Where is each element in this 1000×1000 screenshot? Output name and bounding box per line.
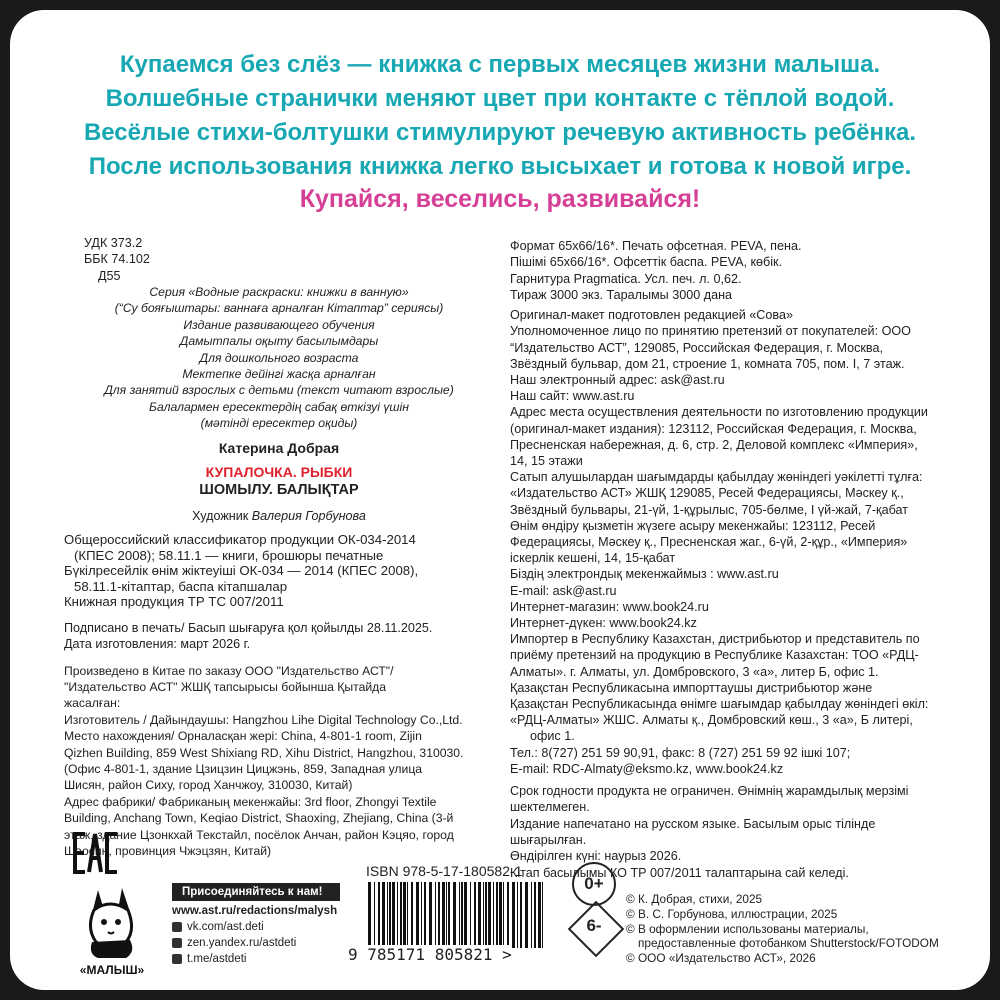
vk-link-text: vk.com/ast.deti [187,921,264,933]
eac-logo-icon [72,830,120,876]
telegram-link-text: t.me/astdeti [187,953,247,965]
barcode-bar [416,882,419,948]
barcode-bar [478,882,481,948]
feature-line: Весёлые стихи-болтушки стимулируют речевую активность ребёнка. [83,119,917,146]
barcode-bar [461,882,463,948]
contact-line: Сатып алушылардан шағымдарды қабылдау жөніндегі уәкілетті тұлға: [510,470,923,485]
manufacturer-line: жасалған: [64,696,121,711]
series-info [64,284,494,432]
contact-line: “Издательство АСТ”, 129085, Российская Федерация, г. Москва, [510,340,883,355]
barcode-bar [368,882,371,948]
contact-line: E-mail: RDC-Almaty@eksmo.kz, www.book24.kz [510,761,784,776]
barcode-bar [538,882,541,948]
artist-name: Валерия Горбунова [251,509,366,524]
contact-line: Интернет-магазин: www.book24.ru [510,599,709,614]
barcode-bar [507,882,509,948]
series-line: (мәтінді ересектер оқиды) [200,416,358,431]
barcode-bar [542,882,543,948]
signed-date: Подписано в печать/ Басып шығаруға қол қойылды 28.11.2025. [64,620,433,635]
series-line: Для занятий взрослых с детьми (текст читают взрослые) [104,383,454,398]
contact-line: Қазақстан Республикасында өнімге шағымдар қабылдау жөніндегі өкіл: [510,697,929,712]
contact-line: E-mail: ask@ast.ru [510,583,617,598]
manufacturer-line: (Офис 4-801-1, здание Цзицзин Цицжэнь, 859, Западная улица [64,761,423,776]
format-line: Тираж 3000 экз. Таралымы 3000 дана [510,287,733,302]
isbn: ISBN 978-5-17-180582-1 [366,863,523,879]
publisher-logo-text: «МАЛЫШ» [79,963,145,977]
barcode-bar [485,882,487,948]
cat-icon [70,880,166,980]
shelf-line: шектелмеген. [510,800,590,815]
manufacturer-line: Место нахождения/ Орналасқан жері: China, 4-801-1 room, Zijin [64,729,422,744]
feature-list [10,48,990,184]
shelf-line: Издание напечатано на русском языке. Басылым орыс тілінде [510,816,876,831]
shelf-line: Срок годности продукта не ограничен. Өнімнің жарамдылық мерзімі [510,784,909,799]
copyright-block [626,892,956,966]
contact-line: Адрес места осуществления деятельности по изготовлению продукции [510,405,928,420]
vk-icon [172,922,182,932]
barcode-bar [499,882,502,948]
series-line: Мектепке дейінгі жасқа арналған [182,366,376,381]
zen-icon [172,938,182,948]
series-line: Издание развивающего обучения [183,317,375,332]
copyright-line: © ООО «Издательство АСТ», 2026 [626,951,816,966]
classifier-block [64,532,494,610]
series-line: Балалармен ересектердің сабақ өткізуі үшін [149,399,409,414]
author-name: Катерина Добрая [218,439,340,456]
manufacturer-block [64,663,494,860]
contact-line: приёму претензий на продукцию в Республике Казахстан: ТОО «РДЦ- [510,648,919,663]
format-line: Формат 65х66/16*. Печать офсетная. PEVA, пена. [510,239,802,253]
barcode-bar [483,882,484,948]
barcode-digits: 9 785171 805821 > [348,945,512,964]
vk-link[interactable] [172,919,352,935]
contact-line: Алматы». г. Алматы, ул. Домбровского, 3 «а», литер Б, офис 1. [510,664,879,679]
barcode-bar [374,882,375,948]
barcode-bar [403,882,406,948]
manufacturer-line: Адрес фабрики/ Фабриканың мекенжайы: 3rd floor, Zhongyi Textile [64,794,437,809]
barcode-bar [446,882,447,948]
contact-line: Звёздный бульвар, дом 21, строение 1, комната 705, пом. I, 7 этаж. [510,356,905,371]
barcode-bar [474,882,476,948]
copyright-line: © В. С. Горбунова, иллюстрации, 2025 [626,906,838,921]
contact-line: Наш электронный адрес: ask@ast.ru [510,373,725,387]
format-line: Гарнитура Pragmatica. Усл. печ. л. 0,62. [510,271,742,286]
shelf-line: Кітап басылымы КО ТР 007/2011 талаптарына сай келеді. [510,865,849,880]
contact-line: Біздің электрондық мекенжаймыз : www.ast.ru [510,567,779,582]
classifier-line: Общероссийский классификатор продукции ОК-034-2014 [64,532,416,548]
barcode-bar [470,882,471,948]
manufacturer-line: Building, Anchang Town, Keqiao District, Shaoxing, Zhejiang, China (3-й [64,811,454,826]
eac-mark [72,830,120,876]
contact-line: офис 1. [530,729,575,744]
contact-line: Интернет-дүкен: www.book24.kz [510,616,697,631]
barcode-bar [429,882,432,948]
classifier-line: Бүкілресейлік өнім жіктеуіші ОК-034 — 2014 (КПЕС 2008), [64,563,419,579]
barcode-bar [392,882,395,948]
barcode-bar [493,882,494,948]
barcode-bar [459,882,460,948]
publisher-contacts [510,307,950,777]
contact-line: Өнім өндіру қызметін жүзеге асыру мекенжайы: 123112, Ресей [510,518,876,533]
feature-line: Волшебные странички меняют цвет при контакте с тёплой водой. [105,85,895,112]
format-block [510,238,950,303]
contact-line: Қазақстан Республикасына импорттаушы дистрибьютор және [510,680,873,695]
author-mark: Д55 [98,268,121,283]
barcode-bar [448,882,450,948]
contact-line: (оригинал-макет издания): 123112, Российская Федерация, г. Москва, [510,421,917,436]
contact-line: іскерлік кешені, 14, 15-қабат [510,551,676,566]
bbk-code: ББК 74.102 [84,252,150,267]
barcode-bar [438,882,440,948]
copyright-line: © К. Добрая, стихи, 2025 [626,892,763,906]
malysh-publisher-logo [70,880,166,980]
barcode-bar [464,882,467,948]
barcode-bar [525,882,528,948]
classifier-line: 58.11.1-кітаптар, баспа кітапшалар [74,578,288,594]
manufacturer-line: Изготовитель / Дайындаушы: Hangzhou Lihe Digital Technology Co.,Ltd. [64,712,463,727]
book-title-kz: ШОМЫЛУ. БАЛЫҚТАР [199,482,359,499]
join-us-banner: Присоединяйтесь к нам! [172,883,340,901]
barcode-bar [534,882,536,948]
barcode-bar [442,882,445,948]
classifier-line: (КПЕС 2008); 58.11.1 — книги, брошюры печатные [74,547,384,563]
barcode-bar [421,882,422,948]
contact-line: «РДЦ-Алматы» ЖШС. Алматы қ., Домбровский көш., 3 «а», Б литері, [510,713,913,728]
age-rating-ru: 0+ [572,862,616,906]
barcode-bar [397,882,398,948]
telegram-link[interactable] [172,951,352,967]
barcode-bar [453,882,456,948]
barcode-bar [488,882,491,948]
barcode-bar [424,882,426,948]
contact-line: Пресненская набережная, д. 6, стр. 2, Деловой комплекс «Империя», [510,437,918,452]
manufacturer-line: Qizhen Building, 859 West Shixiang RD, Xihu District, Hangzhou, 310030. [64,745,464,760]
barcode-bar [531,882,532,948]
shelf-life-block [510,783,950,881]
shelf-line: Өндірілген күні: наурыз 2026. [510,849,682,864]
contact-line: «Издательство АСТ» ЖШҚ 129085, Ресей Федерациясы, Мәскеу қ., [510,486,904,501]
contact-line: Оригинал-макет подготовлен редакцией «Сова» [510,308,793,323]
right-imprint-column [510,238,950,881]
barcode-bar [382,882,385,948]
social-links [172,883,352,967]
manufacture-date: Дата изготовления: март 2026 г. [64,637,251,652]
barcode-bar [378,882,380,948]
feature-line: После использования книжка легко высыхает и готова к новой игре. [88,153,912,180]
series-line: (“Су бояғыштары: ваннаға арналған Кітаптар” сериясы) [114,301,444,316]
manufacturer-line: этаж, здание Цзонкхай Текстайл, посёлок Анчан, район Кэцяо, город [64,827,454,842]
age-rating-kz: 6- [586,916,602,935]
site-link[interactable]: www.ast.ru/redactions/malysh [172,905,338,917]
book-title-ru: КУПАЛОЧКА. РЫБКИ [205,463,353,480]
barcode-bar [517,882,518,948]
barcode-bar [387,882,388,948]
book-back-cover [10,10,990,990]
barcode-bar [496,882,498,948]
manufacturer-line: Произведено в Китае по заказу ООО "Издательство АСТ"/ [64,663,394,678]
left-imprint-column [64,235,494,859]
barcode-bar [503,882,504,948]
slogan: Купайся, веселись, развивайся! [299,185,701,213]
series-line: Серия «Водные раскраски: книжки в ванную» [149,284,409,299]
manufacturer-line: "Издательство АСТ" ЖШҚ тапсырысы бойынша Қытайда [64,679,387,694]
zen-link-text: zen.yandex.ru/astdeti [187,937,297,949]
artist-label: Художник [192,509,249,524]
classifier-line: Книжная продукция ТР ТС 007/2011 [64,594,284,610]
contact-line: Тел.: 8(727) 251 59 90,91, факс: 8 (727) 251 59 92 ішкі 107; [510,745,851,760]
format-line: Пішімі 65х66/16*. Офсеттік баспа. PEVA, көбік. [510,255,783,270]
manufacturer-line: Шисян, район Сиху, город Ханчжоу, 310030, Китай) [64,778,353,793]
barcode-bar [411,882,413,948]
manufacturer-line: Шаосин, провинция Чжэцзян, Китай) [64,844,272,858]
barcode-bar [520,882,522,948]
series-line: Дамытпалы оқыту басылымдары [179,334,379,349]
telegram-icon [172,954,182,964]
barcode-bar [512,882,515,948]
udk-code: УДК 373.2 [84,236,143,250]
barcode-bar [400,882,402,948]
copyright-line: предоставленные фотобанком Shutterstock/FOTODOM [638,936,939,951]
contact-line: 14, 15 этажи [510,454,583,469]
artist-credit [64,508,494,524]
barcode-bar [389,882,391,948]
contact-line: Импортер в Республику Казахстан, дистрибьютор и представитель по [510,632,920,647]
copyright-line: © В оформлении использованы материалы, [626,921,869,936]
barcode-bar [407,882,408,948]
contact-line: Федерациясы, Мәскеу қ., Пресненская жаг., 6-үй, 2-құр., «Империя» [510,535,908,550]
contact-line: Уполномоченное лицо по принятию претензий от покупателей: ООО [510,324,911,339]
feature-line: Купаемся без слёз — книжка с первых месяцев жизни малыша. [119,51,881,78]
shelf-line: шығарылған. [510,832,587,847]
series-line: Для дошкольного возраста [199,350,359,365]
barcode-bar [435,882,436,948]
contact-line: Наш сайт: www.ast.ru [510,389,635,404]
contact-line: Звёздный бульвары, 21-үй, 1-құрылыс, 705-бөлме, I үй-жай, 7-қабат [510,502,908,517]
zen-link[interactable] [172,935,352,951]
